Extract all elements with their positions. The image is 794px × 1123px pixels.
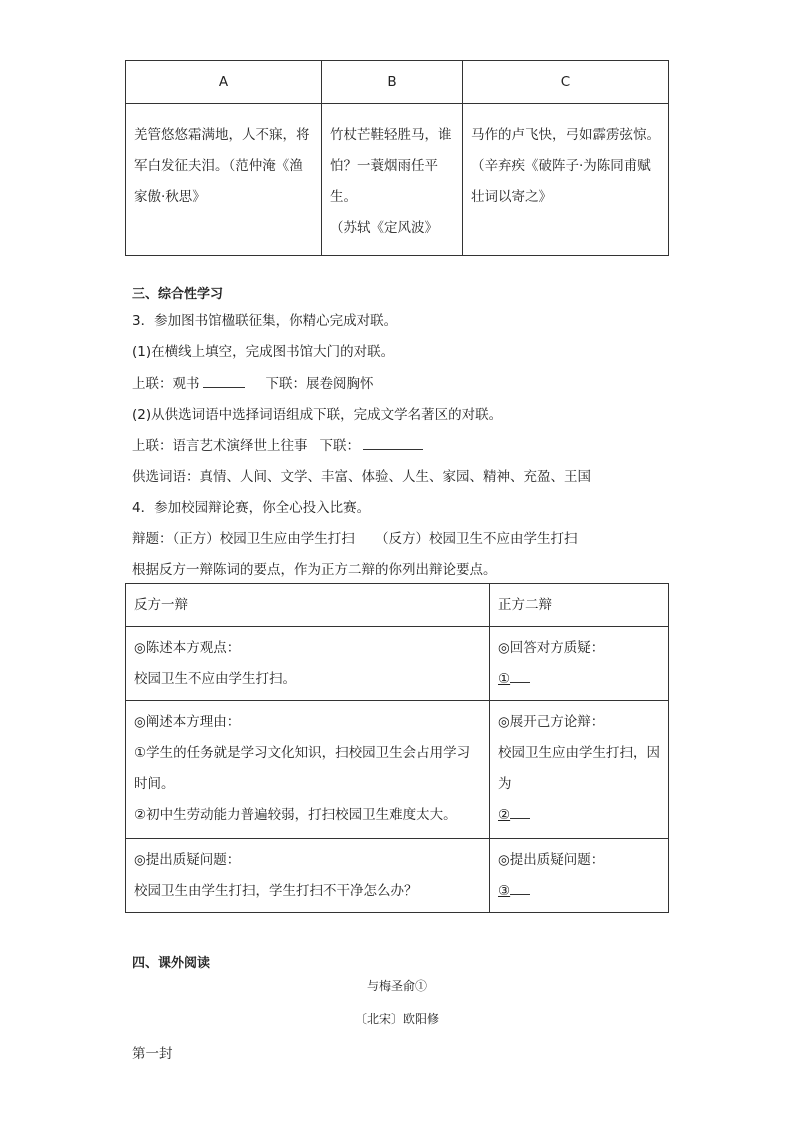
r1-right xyxy=(490,627,669,701)
r1-blank xyxy=(510,681,530,683)
couplet-2 xyxy=(132,434,426,454)
r2-left-title: ◎阐述本方理由： xyxy=(134,714,241,730)
r3-left-title: ◎提出质疑问题： xyxy=(134,852,241,868)
couplet-2-blank[interactable] xyxy=(363,448,423,450)
couplet-2-upper: 上联：语言艺术演绎世上往事 xyxy=(132,438,308,454)
question-3: 3．参加图书馆楹联征集，你精心完成对联。 xyxy=(132,313,398,329)
r2-left-p2: ②初中生劳动能力普遍较弱，打扫校园卫生难度太大。 xyxy=(134,807,457,823)
r3-right-mark: ③ xyxy=(498,883,511,899)
poem-a: 羌管悠悠霜满地，人不寐，将军白发征夫泪。（范仲淹《渔家傲·秋思》 xyxy=(126,104,322,256)
word-options: 供选词语：真情、人间、文学、丰富、体验、人生、家园、精神、充盈、王国 xyxy=(132,469,591,485)
r1-right-answer[interactable] xyxy=(498,664,660,695)
poem-table xyxy=(125,60,669,256)
r1-right-title: ◎回答对方质疑： xyxy=(498,640,605,656)
r3-left xyxy=(126,839,490,913)
r1-left xyxy=(126,627,490,701)
r1-left-title: ◎陈述本方观点： xyxy=(134,640,241,656)
r2-right xyxy=(490,701,669,839)
debate-table xyxy=(125,583,669,913)
article-title: 与梅圣俞① xyxy=(366,979,427,993)
r2-left xyxy=(126,701,490,839)
r2-right-answer[interactable] xyxy=(498,800,660,831)
left-header: 反方一辩 xyxy=(126,584,490,627)
couplet-1-lower: 下联：展卷阅胸怀 xyxy=(265,376,374,392)
debate-instruction: 根据反方一辩陈词的要点，作为正方二辩的你列出辩论要点。 xyxy=(132,562,497,578)
poem-b-source: （苏轼《定风波》 xyxy=(330,220,438,236)
r3-right-answer[interactable] xyxy=(498,876,660,907)
r3-left-text: 校园卫生由学生打扫，学生打扫不干净怎么办？ xyxy=(134,883,418,899)
couplet-2-lower: 下联： xyxy=(319,438,360,454)
question-4: 4．参加校园辩论赛，你全心投入比赛。 xyxy=(132,500,371,516)
r2-left-p1: ①学生的任务就是学习文化知识，扫校园卫生会占用学习时间。 xyxy=(134,745,471,792)
r3-right-title: ◎提出质疑问题： xyxy=(498,852,605,868)
article-author: 〔北宋〕欧阳修 xyxy=(354,1012,439,1026)
couplet-1-blank[interactable] xyxy=(203,386,245,388)
r1-right-mark: ① xyxy=(498,671,511,687)
r3-blank xyxy=(510,893,530,895)
r2-right-title: ◎展开己方论辩： xyxy=(498,714,605,730)
section-4-title: 四、课外阅读 xyxy=(132,956,211,971)
poem-b-text: 竹杖芒鞋轻胜马，谁怕？一蓑烟雨任平生。 xyxy=(330,127,452,205)
question-3-2: (2)从供选词语中选择词语组成下联，完成文学名著区的对联。 xyxy=(132,407,503,423)
first-letter-label: 第一封 xyxy=(132,1046,173,1062)
question-3-1: (1)在横线上填空，完成图书馆大门的对联。 xyxy=(132,344,395,360)
section-3-title: 三、综合性学习 xyxy=(132,287,224,302)
poem-b xyxy=(322,104,463,256)
r2-right-text: 校园卫生应由学生打扫，因为 xyxy=(498,745,660,792)
header-b: B xyxy=(322,61,463,104)
header-c: C xyxy=(463,61,669,104)
couplet-1-upper: 上联：观书 xyxy=(132,376,200,392)
header-a: A xyxy=(126,61,322,104)
r1-left-text: 校园卫生不应由学生打扫。 xyxy=(134,671,296,687)
poem-c: 马作的卢飞快，弓如霹雳弦惊。（辛弃疾《破阵子·为陈同甫赋壮词以寄之》 xyxy=(463,104,669,256)
r3-right xyxy=(490,839,669,913)
right-header: 正方二辩 xyxy=(490,584,669,627)
couplet-1 xyxy=(132,372,374,392)
r2-right-mark: ② xyxy=(498,807,511,823)
r2-blank xyxy=(510,817,530,819)
debate-topic: 辩题：（正方）校园卫生应由学生打扫 （反方）校园卫生不应由学生打扫 xyxy=(132,531,578,547)
